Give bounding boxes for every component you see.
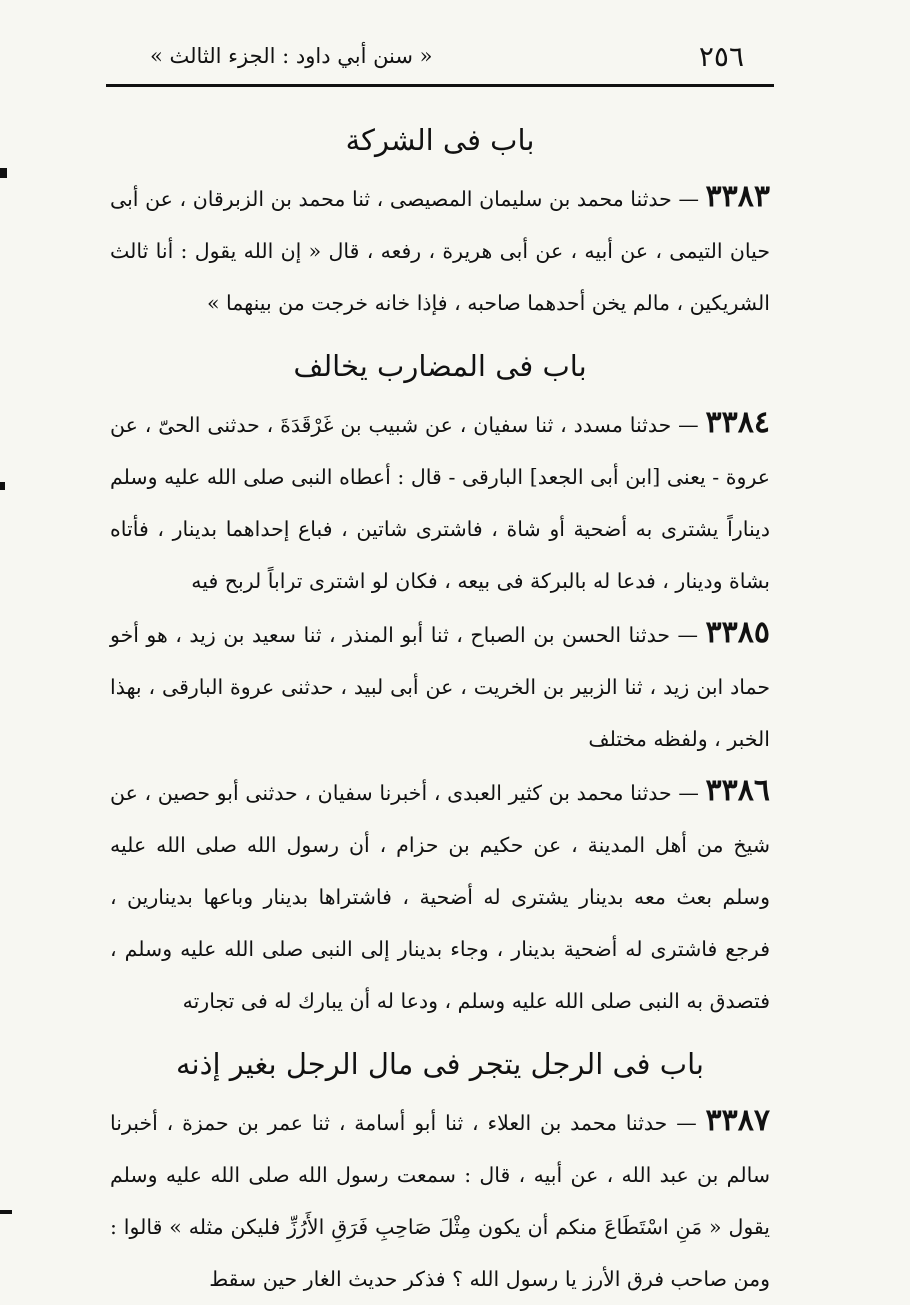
hadith-text: — حدثنا محمد بن كثير العبدى ، أخبرنا سفيان ، حدثنى أبو حصين ، عن شيخ من أهل المدينة ، عن حكيم بن حزام ، أن رسول الله صلى الله عليه وسلم بعث معه بدينار يشترى له أضحية ، فاشتراها بدينار وباعها بدينارين ، فرجع فاشترى له أضحية بدينار ، وجاء بدينار إلى النبى صلى الله عليه وسلم ، فتصدق به النبى صلى الله عليه وسلم ، ودعا له أن يبارك له فى تجارته [110, 781, 770, 1013]
book-page [110, 34, 770, 1305]
margin-mark-1 [0, 168, 7, 178]
hadith-number: ٣٣٨٦ [705, 773, 770, 808]
header-rule [106, 84, 774, 87]
section-title: باب فى الرجل يتجر فى مال الرجل بغير إذنه [176, 1047, 704, 1081]
section-title: باب فى الشركة [345, 123, 535, 157]
hadith-paragraph [110, 765, 770, 1027]
hadith-number: ٣٣٨٤ [705, 405, 770, 440]
hadith-paragraph [110, 1095, 770, 1305]
hadith-paragraph [110, 397, 770, 607]
margin-mark-3 [0, 1210, 12, 1214]
hadith-paragraph [110, 607, 770, 765]
hadith-number: ٣٣٨٣ [705, 179, 770, 214]
hadith-text: — حدثنا محمد بن سليمان المصيصى ، ثنا محمد بن الزبرقان ، عن أبى حيان التيمى ، عن أبيه ، عن أبى هريرة ، رفعه ، قال « إن الله يقول : أنا ثالث الشريكين ، مالم يخن أحدهما صاحبه ، فإذا خانه خرجت من بينهما » [110, 187, 770, 315]
hadith-number: ٣٣٨٥ [705, 615, 770, 650]
book-title: « سنن أبي داود : الجزء الثالث » [150, 44, 433, 68]
hadith-text: — حدثنا مسدد ، ثنا سفيان ، عن شبيب بن غَرْقَدَةَ ، حدثنى الحىّ ، عن عروة - يعنى [ابن أبى الجعد] البارقى - قال : أعطاه النبى صلى الله عليه وسلم ديناراً يشترى به أضحية أو شاة ، فاشترى شاتين ، فباع إحداهما بدينار ، فأتاه بشاة ودينار ، فدعا له بالبركة فى بيعه ، فكان لو اشترى تراباً لربح فيه [110, 413, 770, 593]
section-title: باب فى المضارب يخالف [293, 349, 587, 383]
hadith-paragraph [110, 171, 770, 329]
page-number: ٢٥٦ [698, 39, 744, 73]
hadith-text: — حدثنا محمد بن العلاء ، ثنا أبو أسامة ، ثنا عمر بن حمزة ، أخبرنا سالم بن عبد الله ، عن أبيه ، قال : سمعت رسول الله صلى الله عليه وسلم يقول « مَنِ اسْتَطَاعَ منكم أن يكون مِثْلَ صَاحِبِ فَرَقِ الأَرُزِّ فليكن مثله » قالوا : ومن صاحب فرق الأرز يا رسول الله ؟ فذكر حديث الغار حين سقط [110, 1111, 770, 1291]
hadith-text: — حدثنا الحسن بن الصباح ، ثنا أبو المنذر ، ثنا سعيد بن زيد ، هو أخو حماد ابن زيد ، ثنا الزبير بن الخريت ، عن أبى لبيد ، حدثنى عروة البارقى ، بهذا الخبر ، ولفظه مختلف [110, 623, 770, 751]
margin-mark-2 [0, 482, 5, 490]
page-header [110, 34, 770, 78]
hadith-number: ٣٣٨٧ [705, 1103, 770, 1138]
